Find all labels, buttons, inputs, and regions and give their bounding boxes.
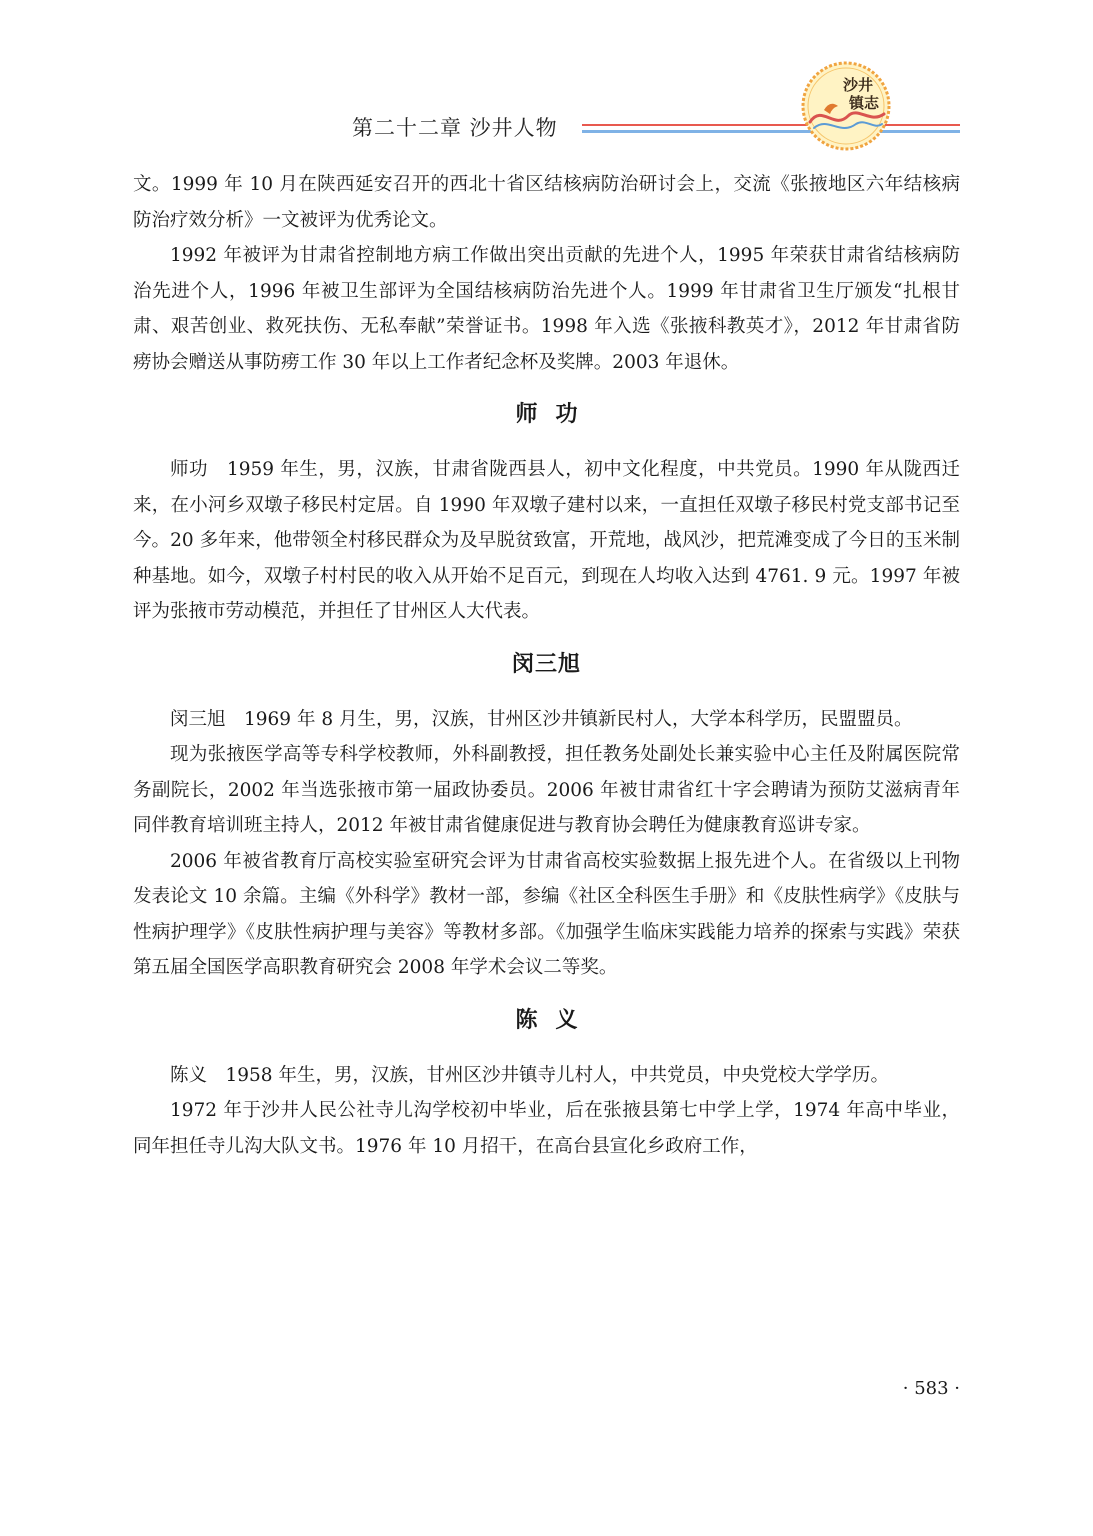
header-rule-red xyxy=(582,124,960,126)
paragraph: 1972 年于沙井人民公社寺儿沟学校初中毕业，后在张掖县第七中学上学，1974 年高中毕业，同年担任寺儿沟大队文书。1976 年 10 月招干，在高台县宣化乡政府工作， xyxy=(133,1100,960,1157)
section-title-shi-gong: 师功 xyxy=(515,402,596,427)
paragraph: 现为张掖医学高等专科学校教师，外科副教授，担任教务处副处长兼实验中心主任及附属医院常务副院长，2002 年当选张掖市第一届政协委员。2006 年被甘肃省红十字会聘请为预防艾滋病青年同伴教育培训班主持人，2012 年被甘肃省健康促进与教育协会聘任为健康教育巡讲专家。 xyxy=(133,744,960,836)
header-rule-blue xyxy=(582,130,960,133)
seal-text-line2: 镇志 xyxy=(848,94,880,112)
paragraph: 师功 1959 年生，男，汉族，甘肃省陇西县人，初中文化程度，中共党员。1990 年从陇西迁来，在小河乡双墩子移民村定居。自 1990 年双墩子建村以来，一直担任双墩子移民村党支部书记至今。20 多年来，他带领全村移民群众为及早脱贫致富，开荒地，战风沙，把荒滩变成了今日的玉米制种基地。如今，双墩子村村民的收入从开始不足百元，到现在人均收入达到 4761. 9 元。1997 年被评为张掖市劳动模范，并担任了甘州区人大代表。 xyxy=(133,459,960,622)
page-body xyxy=(133,167,960,1164)
paragraph: 闵三旭 1969 年 8 月生，男，汉族，甘州区沙井镇新民村人，大学本科学历，民盟盟员。 xyxy=(170,708,913,730)
paragraph: 陈义 1958 年生，男，汉族，甘州区沙井镇寺儿村人，中共党员，中央党校大学学历。 xyxy=(170,1064,889,1086)
paragraph: 2006 年被省教育厅高校实验室研究会评为甘肃省高校实验数据上报先进个人。在省级以上刊物发表论文 10 余篇。主编《外科学》教材一部，参编《社区全科医生手册》和《皮肤性病学》《皮肤与性病护理学》《皮肤性病护理与美容》等教材多部。《加强学生临床实践能力培养的探索与实践》荣获第五届全国医学高职教育研究会 2008 年学术会议二等奖。 xyxy=(133,850,960,978)
town-gazetteer-seal-icon xyxy=(800,60,892,152)
paragraph: 1992 年被评为甘肃省控制地方病工作做出突出贡献的先进个人，1995 年荣获甘肃省结核病防治先进个人，1996 年被卫生部评为全国结核病防治先进个人。1999 年甘肃省卫生厅颁发“扎根甘肃、艰苦创业、救死扶伤、无私奉献”荣誉证书。1998 年入选《张掖科教英才》，2012 年甘肃省防痨协会赠送从事防痨工作 30 年以上工作者纪念杯及奖牌。2003 年退休。 xyxy=(133,245,960,373)
chapter-title: 第二十二章 沙井人物 xyxy=(352,116,558,140)
paragraph: 文。1999 年 10 月在陕西延安召开的西北十省区结核病防治研讨会上，交流《张掖地区六年结核病防治疗效分析》一文被评为优秀论文。 xyxy=(133,174,960,231)
page-header xyxy=(0,0,1093,150)
section-title-chen-yi: 陈义 xyxy=(515,1007,596,1033)
section-title-min-sanxu: 闵三旭 xyxy=(511,651,581,677)
page-number: · 583 · xyxy=(902,1378,960,1399)
header-rule xyxy=(582,124,960,136)
seal-text-line1: 沙井 xyxy=(842,76,874,94)
